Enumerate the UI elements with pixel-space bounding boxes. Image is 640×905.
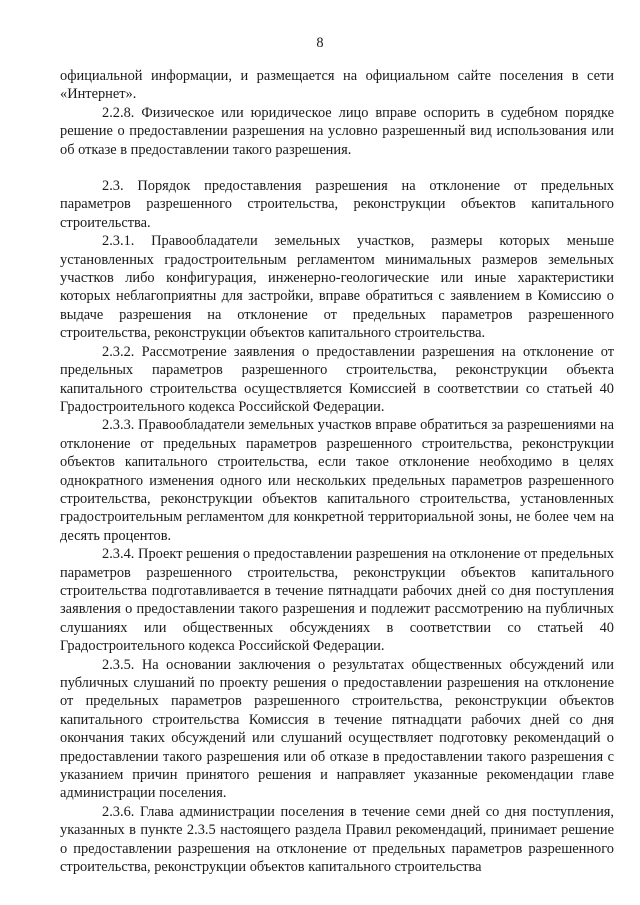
paragraph-2-2-8: 2.2.8. Физическое или юридическое лицо вправе оспорить в судебном порядке решение о предоставлении разрешения на условно разрешенный вид использования или об отказе в предоставлении такого разрешения. xyxy=(60,104,614,158)
page-number: 8 xyxy=(316,35,324,51)
paragraph-2-3-1: 2.3.1. Правообладатели земельных участков, размеры которых меньше установленных градостроительным регламентом минимальных размеров земельных участков либо конфигурация, инженерно-геологические или иные характеристики которых неблагоприятны для застройки, вправе обратиться с заявлением в Комиссию о выдаче разрешения на отклонение от предельных параметров разрешенного строительства, реконструкции объектов капитального строительства. xyxy=(60,233,614,342)
paragraph-2-3-5: 2.3.5. На основании заключения о результатах общественных обсуждений или публичных слушаний по проекту решения о предоставлении разрешения на отклонение от предельных параметров разрешенного строительства, реконструкции объектов капитального строительства Комиссия в течение пятнадцати рабочих дней со дня окончания таких обсуждений или слушаний осуществляет подготовку рекомендаций о предоставлении такого разрешения или об отказе в предоставлении такого разрешения с указанием причин принятого решения и направляет указанные рекомендации главе администрации поселения. xyxy=(60,656,614,802)
paragraph-gap xyxy=(60,159,614,177)
paragraph-2-3-4: 2.3.4. Проект решения о предоставлении разрешения на отклонение от предельных параметров разрешенного строительства, реконструкции объектов капитального строительства подготавливается в течение пятнадцати рабочих дней со дня поступления заявления о предоставлении такого разрешения и подлежит рассмотрению на публичных слушаниях или общественных обсуждениях в соответствии со статьей 40 Градостроительного кодекса Российской Федерации. xyxy=(60,546,614,655)
paragraph-continuation: официальной информации, и размещается на официальном сайте поселения в сети «Интернет». xyxy=(60,68,614,103)
document-body xyxy=(60,67,614,876)
section-heading-2-3: 2.3. Порядок предоставления разрешения на отклонение от предельных параметров разрешенного строительства, реконструкции объектов капитального строительства. xyxy=(60,178,614,231)
paragraph-2-3-6: 2.3.6. Глава администрации поселения в течение семи дней со дня поступления, указанных в пункте 2.3.5 настоящего раздела Правил рекомендаций, принимает решение о предоставлении разрешения на отклонение от предельных параметров разрешенного строительства, реконструкции объектов капитального строительства xyxy=(60,803,614,876)
paragraph-2-3-2: 2.3.2. Рассмотрение заявления о предоставлении разрешения на отклонение от предельных параметров разрешенного строительства, реконструкции объекта капитального строительства осуществляется Комиссией в соответствии со статьей 40 Градостроительного кодекса Российской Федерации. xyxy=(60,343,614,415)
paragraph-2-3-3: 2.3.3. Правообладатели земельных участков вправе обратиться за разрешениями на отклонение от предельных параметров разрешенного строительства, реконструкции объектов капитального строительства, если такое отклонение необходимо в целях однократного изменения одного или нескольких предельных параметров разрешенного строительства, реконструкции объектов капитального строительства, установленных градостроительным регламентом для конкретной территориальной зоны, не более чем на десять процентов. xyxy=(60,417,614,544)
